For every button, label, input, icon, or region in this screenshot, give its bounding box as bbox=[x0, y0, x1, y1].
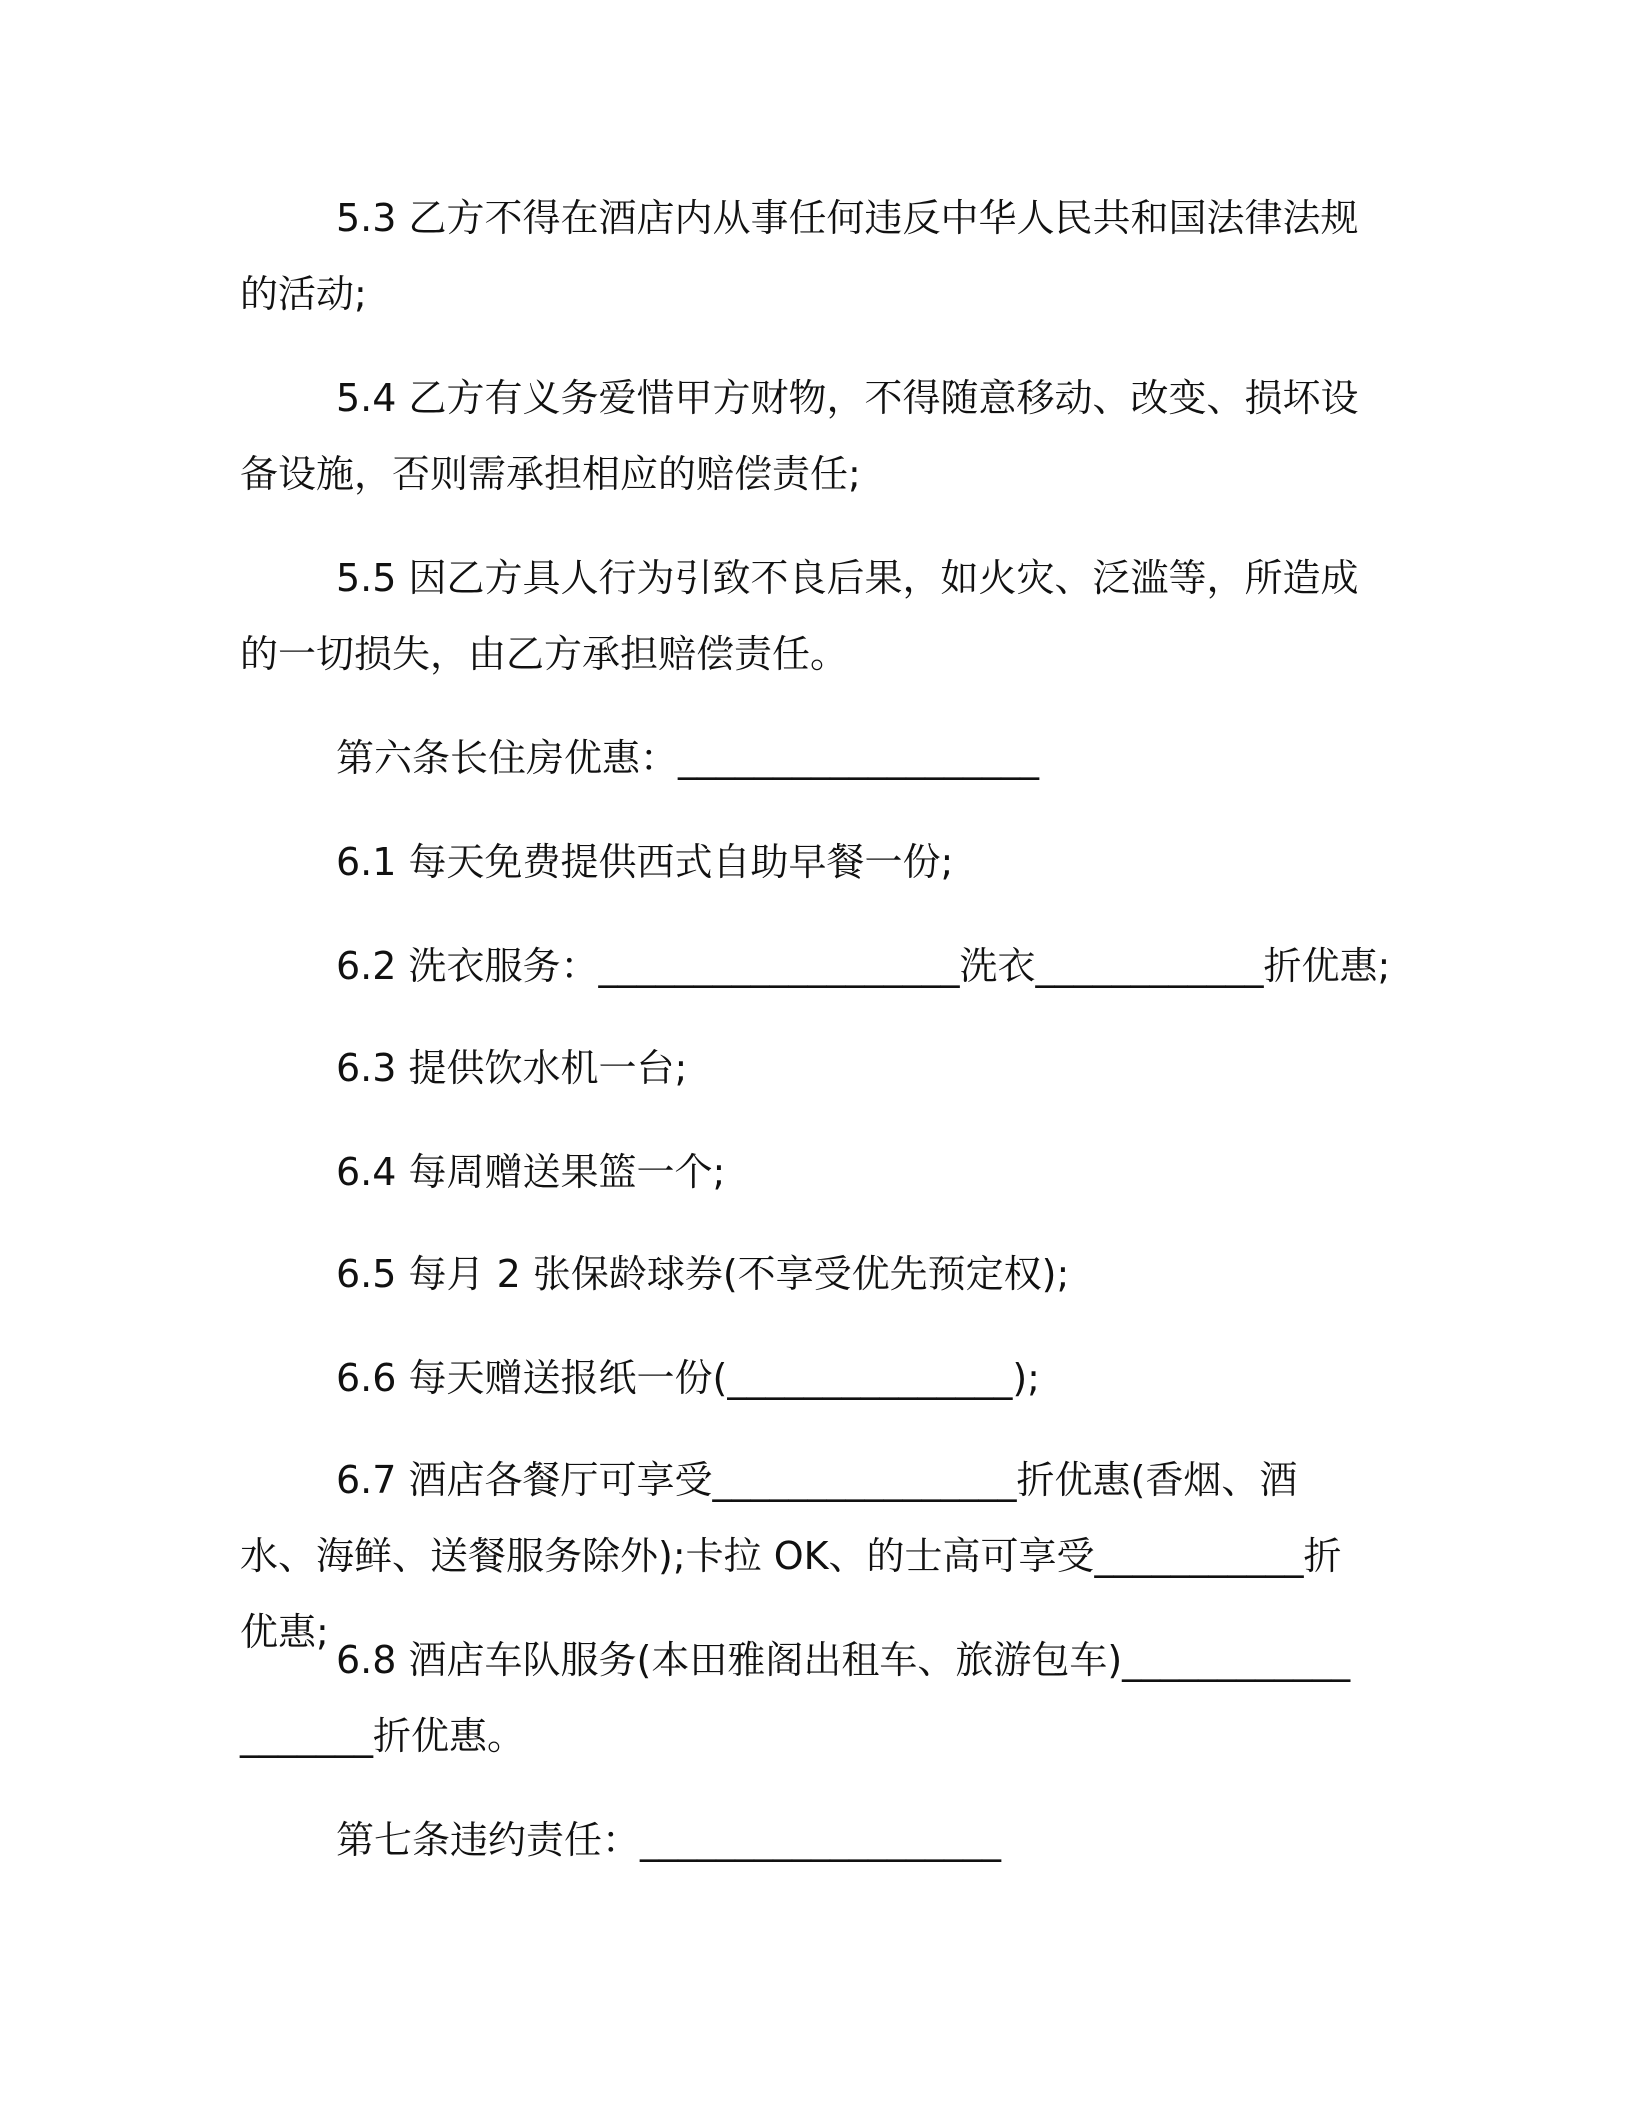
clause-6-5: 6.5 每月 2 张保龄球券(不享受优先预定权); bbox=[336, 1252, 1070, 1296]
clause-6-7: 6.7 酒店各餐厅可享受________________折优惠(香烟、酒水、海鲜、送餐服务除外);卡拉 OK、的士高可享受___________折优惠; bbox=[240, 1458, 1342, 1654]
clause-6-4: 6.4 每周赠送果篮一个; bbox=[336, 1150, 726, 1194]
article-7-heading: 第七条违约责任：___________________ bbox=[336, 1818, 1002, 1862]
clause-6-2: 6.2 洗衣服务：___________________洗衣____________折优惠; bbox=[336, 944, 1391, 988]
article-6-heading: 第六条长住房优惠：___________________ bbox=[336, 736, 1040, 780]
clause-5-4: 5.4 乙方有义务爱惜甲方财物，不得随意移动、改变、损坏设备设施，否则需承担相应的赔偿责任; bbox=[240, 376, 1359, 496]
clause-6-1: 6.1 每天免费提供西式自助早餐一份; bbox=[336, 840, 954, 884]
clause-6-8: 6.8 酒店车队服务(本田雅阁出租车、旅游包车)___________________折优惠。 bbox=[240, 1638, 1351, 1758]
clause-5-3: 5.3 乙方不得在酒店内从事任何违反中华人民共和国法律法规的活动; bbox=[240, 196, 1359, 316]
clause-5-5: 5.5 因乙方具人行为引致不良后果，如火灾、泛滥等，所造成的一切损失，由乙方承担赔偿责任。 bbox=[240, 556, 1359, 676]
clause-6-3: 6.3 提供饮水机一台; bbox=[336, 1046, 688, 1090]
clause-6-6: 6.6 每天赠送报纸一份(_______________); bbox=[336, 1356, 1040, 1400]
